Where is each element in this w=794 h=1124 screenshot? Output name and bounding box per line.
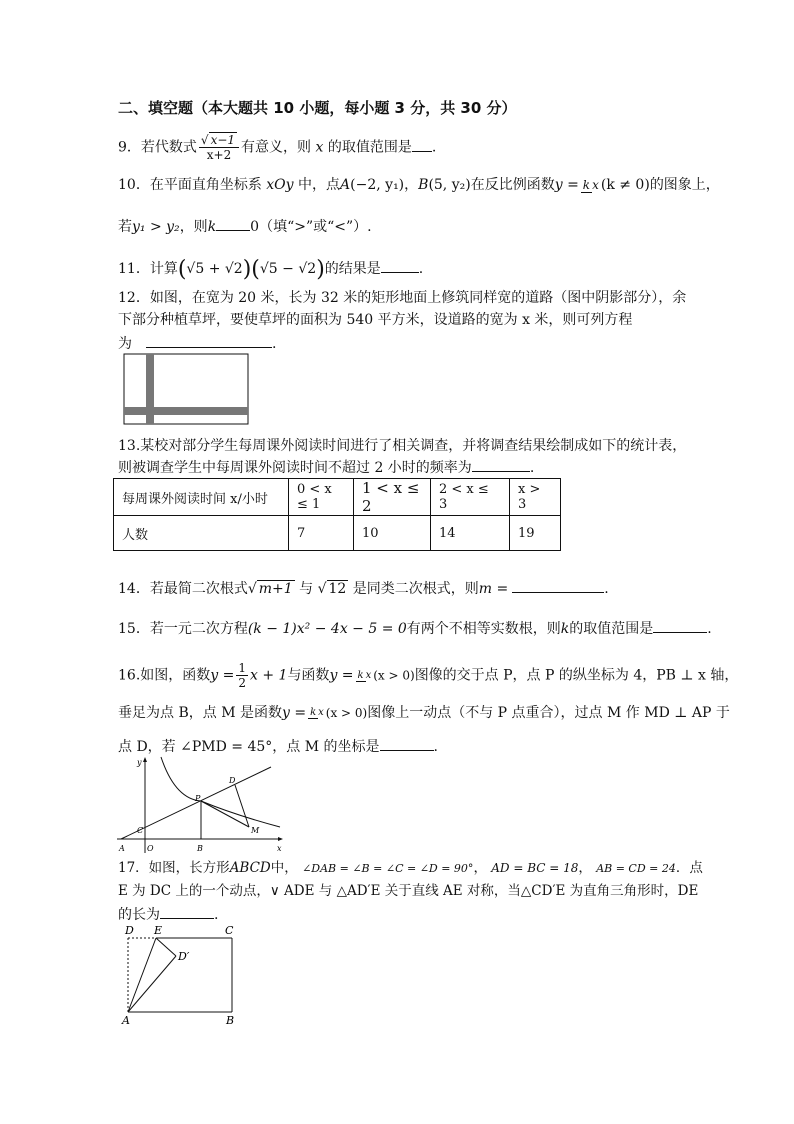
period: . <box>214 907 219 923</box>
table-cell: 19 <box>510 516 561 551</box>
table-header: 每周课外阅读时间 x/小时 <box>114 479 289 516</box>
point-A: A <box>340 177 351 193</box>
label-C: C <box>225 924 234 937</box>
y-axis-arrow <box>143 757 147 762</box>
q9-text: 若代数式 <box>140 139 197 156</box>
question-number: 15． <box>118 621 150 637</box>
q15-text-3: 的取值范围是 <box>569 621 654 637</box>
question-11 <box>118 257 424 282</box>
line-ap <box>121 767 271 839</box>
func-2-lhs: y = <box>281 705 307 721</box>
q14-text-2: 与 <box>299 581 314 597</box>
q12-text-3: 为 <box>118 336 132 352</box>
label-B: B <box>226 1014 235 1026</box>
q17-text-3: ．点 <box>675 860 703 876</box>
answer-blank <box>472 457 530 472</box>
radicand-2: 12 <box>328 581 347 597</box>
label-A: A <box>119 844 125 853</box>
inequality: y₁ > y₂ <box>132 219 180 235</box>
answer-blank <box>381 258 419 273</box>
question-14 <box>118 578 609 598</box>
question-number: 16. <box>118 667 141 684</box>
question-number: 10． <box>118 177 150 193</box>
q11-text: 计算 <box>149 261 178 277</box>
question-16-line-2 <box>118 704 730 722</box>
var-m: m = <box>478 581 509 597</box>
angle-equation: ∠DAB = ∠B = ∠C = ∠D = 90° <box>302 862 474 875</box>
answer-blank <box>380 736 434 751</box>
question-10-line-2 <box>118 216 372 236</box>
segment-ae <box>128 938 156 1012</box>
label-y: y <box>137 758 142 767</box>
table-cell: 7 <box>289 516 354 551</box>
q10-text-5: 若 <box>118 219 132 235</box>
answer-blank <box>216 216 250 231</box>
q16-text-2: 与函数 <box>287 667 330 684</box>
label-D: D <box>229 776 236 785</box>
table-header: 1 < x ≤ 2 <box>354 479 431 516</box>
period: . <box>418 261 424 277</box>
denominator: x <box>592 178 599 192</box>
q15-text: 若一元二次方程 <box>149 621 248 637</box>
hyperbola-curve <box>161 757 280 827</box>
table-header: x > 3 <box>510 479 561 516</box>
question-9 <box>118 133 436 162</box>
func-2-lhs: y = <box>329 667 354 684</box>
func-1-rhs: x + 1 <box>250 667 288 684</box>
q9-numerator: x−1 <box>210 133 236 147</box>
func-lhs: y = <box>554 177 579 193</box>
question-17-line-1 <box>118 859 703 878</box>
var-k: k <box>207 219 217 235</box>
question-number: 11． <box>118 261 150 277</box>
q9-fraction <box>199 133 239 162</box>
var-x: x <box>315 139 324 156</box>
question-10-line-1 <box>118 176 720 194</box>
domain-condition: (x > 0) <box>325 706 368 720</box>
reading-time-table <box>113 478 561 551</box>
question-17-line-3 <box>118 904 218 924</box>
question-number: 9． <box>118 139 141 156</box>
q10-text-2: 中，点 <box>298 177 341 193</box>
q16-text-5: 图像上一动点（不与 P 点重合），过点 M 作 MD ⊥ AP 于 <box>367 705 730 721</box>
q11-expr-1: √5 + √2 <box>186 261 243 277</box>
label-B: B <box>197 844 203 853</box>
q9-denominator: x+2 <box>206 148 232 162</box>
table-cell: 人数 <box>114 516 289 551</box>
q10-text-4: 的图象上， <box>649 177 720 193</box>
rectangle-figure <box>118 922 246 1026</box>
table-header: 2 < x ≤ 3 <box>431 479 510 516</box>
q16-text-3: 图像的交于点 P，点 P 的纵坐标为 4，PB ⊥ x 轴， <box>414 667 739 684</box>
q10-text: 在平面直角坐标系 <box>149 177 262 193</box>
label-A: A <box>122 1014 130 1026</box>
period: . <box>433 739 438 755</box>
q17-text-4: 的长为 <box>118 907 160 923</box>
fraction-one-half <box>236 661 248 690</box>
road-horizontal <box>124 407 248 415</box>
ad-equation: AD = BC = 18 <box>491 861 579 875</box>
x-axis-arrow <box>278 837 283 841</box>
q10-text-7: 0（填“>”或“<”）. <box>250 219 372 235</box>
q10-fraction <box>581 178 599 192</box>
ab-equation: AB = CD = 24 <box>596 862 676 875</box>
radical-sign: √ <box>247 581 257 597</box>
radical-sign: √ <box>317 581 327 597</box>
question-16-line-1 <box>118 661 738 690</box>
function-graph-figure <box>115 755 285 855</box>
label-O: O <box>147 844 154 853</box>
road-figure <box>120 352 252 428</box>
q16-text-4: 垂足为点 B，点 M 是函数 <box>118 705 282 721</box>
paren: ) <box>316 257 325 282</box>
separator: ， <box>404 177 419 193</box>
answer-blank <box>146 333 272 348</box>
separator: ， <box>578 860 592 876</box>
numerator: k <box>582 178 591 192</box>
question-12-line-3 <box>118 333 276 353</box>
label-D: D <box>125 924 134 937</box>
fraction-k-over-x <box>308 707 324 719</box>
separator: ， <box>473 860 487 876</box>
question-15 <box>118 618 712 638</box>
label-C: C <box>137 826 144 835</box>
q13-text: 则被调查学生中每周课外阅读时间不超过 2 小时的频率为 <box>118 460 472 476</box>
question-12-line-2: 下部分种植草坪，要使草坪的面积为 540 平方米，设道路的宽为 x 米，则可列方程 <box>118 312 633 328</box>
answer-blank <box>160 904 214 919</box>
table-cell: 14 <box>431 516 510 551</box>
radical-sign: √ <box>200 133 209 147</box>
numerator: k <box>310 707 317 718</box>
q16-text-6: 点 D，若 ∠PMD = 45°，点 M 的坐标是 <box>118 739 380 755</box>
q17-text-2: 中， <box>270 860 298 876</box>
period: . <box>431 139 437 156</box>
q9-text-2: 有意义，则 <box>241 139 312 156</box>
question-12-line-1 <box>118 289 686 307</box>
denominator: 2 <box>238 676 246 690</box>
point-B-coord: (5, y₂) <box>428 177 471 193</box>
point-B: B <box>418 177 429 193</box>
table-cell: 10 <box>354 516 431 551</box>
var-k: k <box>560 621 570 637</box>
label-x: x <box>277 844 282 853</box>
question-17-line-2: E 为 DC 上的一个动点，∨ ADE 与 △AD′E 关于直线 AE 对称，当△CD′E 为直角三角形时，DE <box>118 883 699 899</box>
period: . <box>604 581 609 597</box>
answer-blank <box>512 578 604 593</box>
question-16-line-3 <box>118 736 438 756</box>
numerator: 1 <box>238 661 246 675</box>
table-row <box>114 516 561 551</box>
point-A-coord: (−2, y₁) <box>350 177 405 193</box>
q10-condition: (k ≠ 0) <box>600 177 650 193</box>
table-header-row <box>114 479 561 516</box>
label-D-prime: D′ <box>178 950 190 963</box>
answer-blank <box>653 618 707 633</box>
func-1-lhs: y = <box>210 667 235 684</box>
answer-blank <box>412 137 432 152</box>
quadratic-equation: (k − 1)x² − 4x − 5 = 0 <box>247 621 407 637</box>
period: . <box>707 621 712 637</box>
paren: ( <box>177 257 187 282</box>
q16-text: 如图，函数 <box>140 667 211 684</box>
radicand-1: m+1 <box>258 581 293 597</box>
coord-system: xOy <box>266 177 294 193</box>
period: . <box>272 336 277 352</box>
label-M: M <box>251 826 260 835</box>
label-E: E <box>154 924 163 937</box>
question-number: 12． <box>118 290 150 306</box>
domain-condition: (x > 0) <box>373 668 415 683</box>
question-13-line-2 <box>118 457 534 477</box>
period: . <box>529 460 535 476</box>
question-number: 14． <box>118 581 150 597</box>
q14-text: 若最简二次根式 <box>149 581 248 597</box>
q9-text-3: 的取值范围是 <box>327 139 412 156</box>
segment-ad-prime <box>128 956 176 1012</box>
q10-text-3: 在反比例函数 <box>470 177 555 193</box>
q12-text: 如图，在宽为 20 米，长为 32 米的矩形地面上修筑同样宽的道路（图中阴影部分），余 <box>149 290 687 306</box>
q14-text-3: 是同类二次根式，则 <box>352 581 479 597</box>
label-P: P <box>195 794 201 803</box>
q10-text-6: ，则 <box>179 219 208 235</box>
q17-text: 17．如图，长方形 <box>118 860 230 876</box>
denominator: x <box>318 707 324 718</box>
q11-text-2: 的结果是 <box>324 261 381 277</box>
table-header: 0 < x ≤ 1 <box>289 479 354 516</box>
q15-text-2: 有两个不相等实数根，则 <box>406 621 561 637</box>
section-title: 二、填空题（本大题共 10 小题，每小题 3 分，共 30 分） <box>118 99 517 117</box>
rectangle-name: ABCD <box>229 860 271 876</box>
q11-expr-2: √5 − √2 <box>259 261 317 277</box>
denominator: x <box>365 669 372 681</box>
question-13-line-1: 13.某校对部分学生每周课外阅读时间进行了相关调查，并将调查结果绘制成如下的统计表， <box>118 438 687 454</box>
paren: )( <box>242 257 260 282</box>
numerator: k <box>357 669 364 681</box>
segment-ed-prime <box>156 938 176 956</box>
fraction-k-over-x <box>356 670 372 682</box>
